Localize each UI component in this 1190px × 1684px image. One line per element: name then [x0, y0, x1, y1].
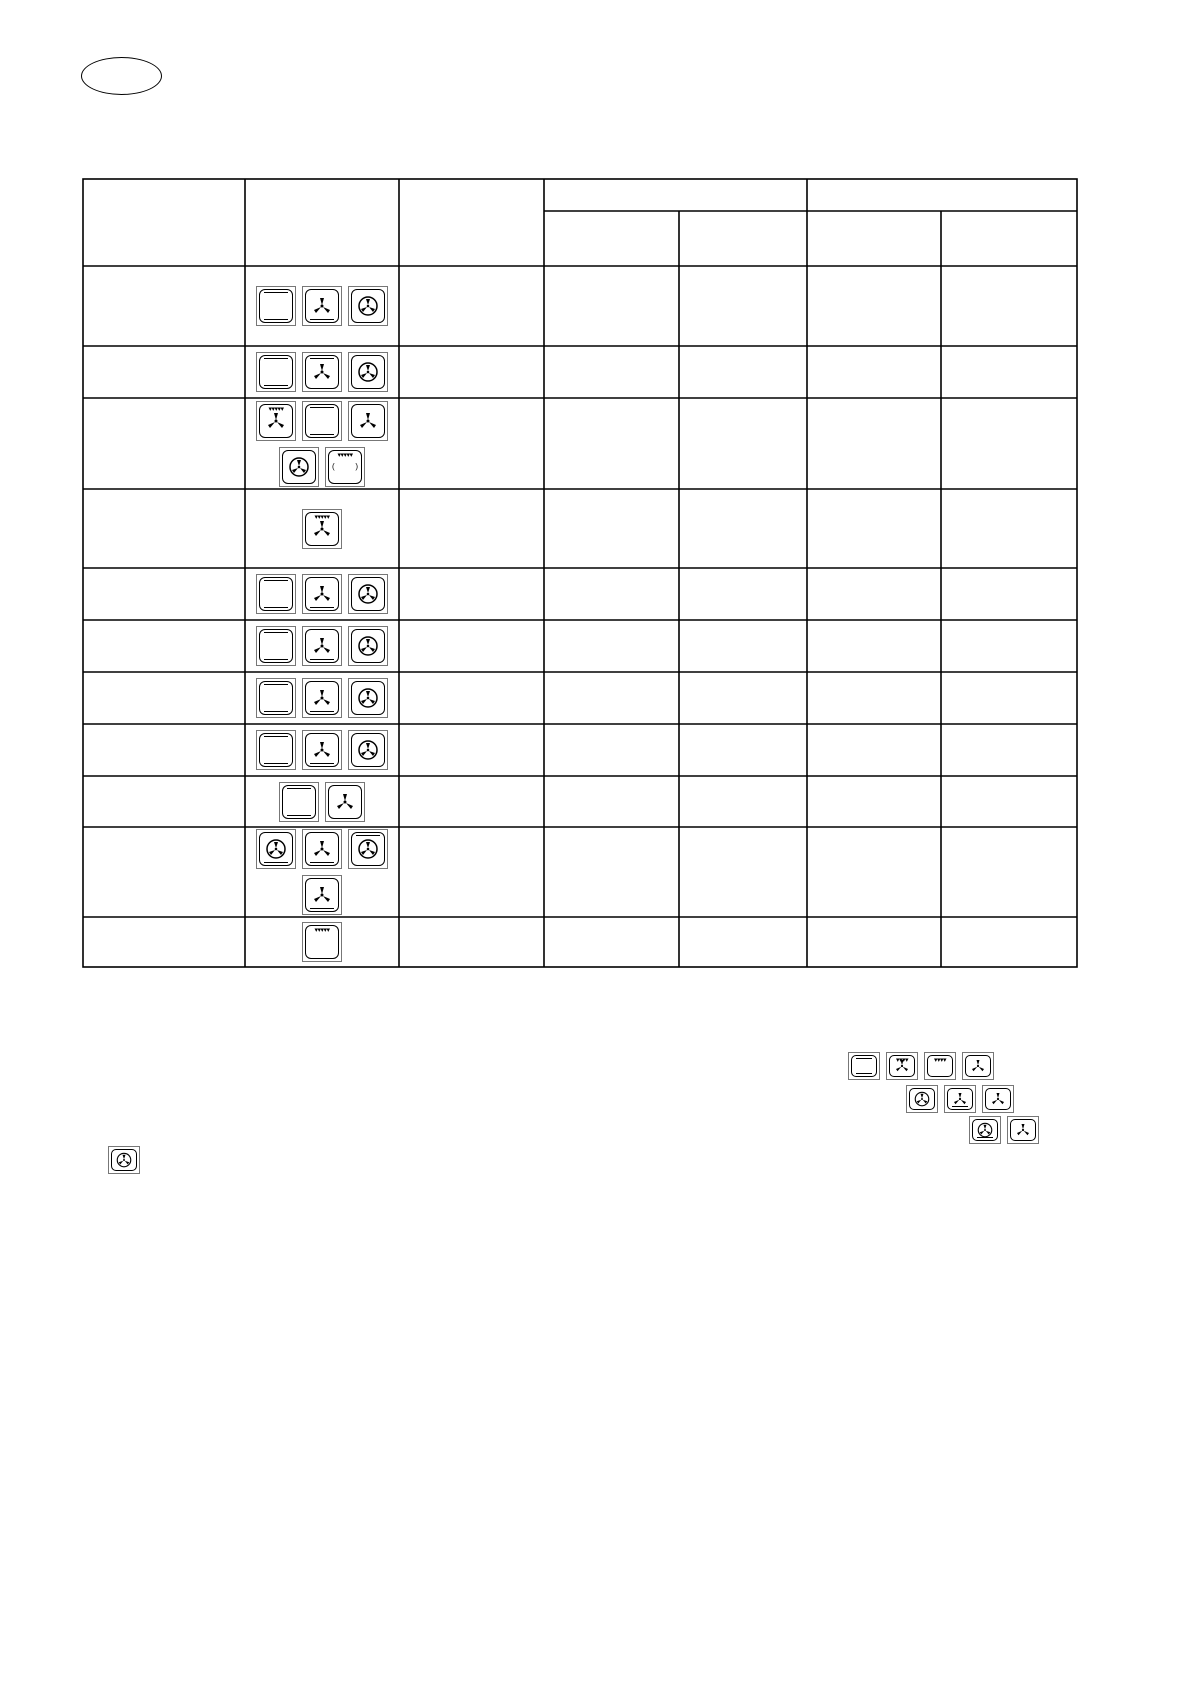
fan-icon [302, 574, 342, 614]
fan-icon [944, 1085, 976, 1113]
fan-ring-icon [348, 626, 388, 666]
fan-ring-icon [348, 678, 388, 718]
row-6-icons [247, 622, 397, 670]
fan-ring-icon [279, 447, 319, 487]
grill-fan-icon: ▾▾▾▾▾ [256, 401, 296, 441]
grill-fan-icon: ▾▾▾▾▾ [302, 509, 342, 549]
fan-ring-icon [348, 829, 388, 869]
row-9-icons [247, 778, 397, 825]
fan-ring-icon [348, 574, 388, 614]
row-8-icons [247, 726, 397, 774]
fan-ring-icon [348, 286, 388, 326]
fan-icon [302, 678, 342, 718]
row-7-icons [247, 674, 397, 722]
fan-icon [962, 1052, 994, 1080]
conventional-icon [256, 286, 296, 326]
row-4-icons [247, 491, 397, 566]
fan-icon [302, 286, 342, 326]
fan-icon [302, 626, 342, 666]
fan-ring-icon [348, 352, 388, 392]
conventional-icon [302, 401, 342, 441]
conventional-icon [256, 626, 296, 666]
grill-fan-icon: ▾▾▾▾ [886, 1052, 918, 1080]
grill-icon: ▾▾▾▾ [924, 1052, 956, 1080]
conventional-icon [848, 1052, 880, 1080]
fan-icon [302, 829, 342, 869]
fan-ring-icon [256, 829, 296, 869]
row-10-icons [247, 829, 397, 915]
conventional-icon [256, 678, 296, 718]
footnote-icons-line-2 [906, 1085, 1014, 1113]
footnote-icons-line-4 [108, 1146, 140, 1174]
row-3-icons [247, 400, 397, 487]
fan-icon [1007, 1116, 1039, 1144]
conventional-icon [256, 730, 296, 770]
conventional-icon [279, 782, 319, 822]
fan-icon [325, 782, 365, 822]
row-11-icons [247, 919, 397, 965]
conventional-icon [256, 352, 296, 392]
fan-ring-icon [348, 730, 388, 770]
fan-icon [302, 730, 342, 770]
fan-ring-icon [969, 1116, 1001, 1144]
row-2-icons [247, 348, 397, 396]
grill-sides-icon: ▾▾▾▾▾ ( ) [325, 447, 365, 487]
fan-ring-icon [108, 1146, 140, 1174]
fan-icon [302, 875, 342, 915]
fan-icon [302, 352, 342, 392]
grill-icon: ▾▾▾▾▾ [302, 922, 342, 962]
footnote-icons-line-3 [969, 1116, 1039, 1144]
fan-icon [348, 401, 388, 441]
row-1-icons [247, 268, 397, 344]
conventional-icon [256, 574, 296, 614]
fan-icon [982, 1085, 1014, 1113]
row-5-icons [247, 570, 397, 618]
footnote-icons-line-1 [848, 1052, 994, 1080]
fan-ring-icon [906, 1085, 938, 1113]
